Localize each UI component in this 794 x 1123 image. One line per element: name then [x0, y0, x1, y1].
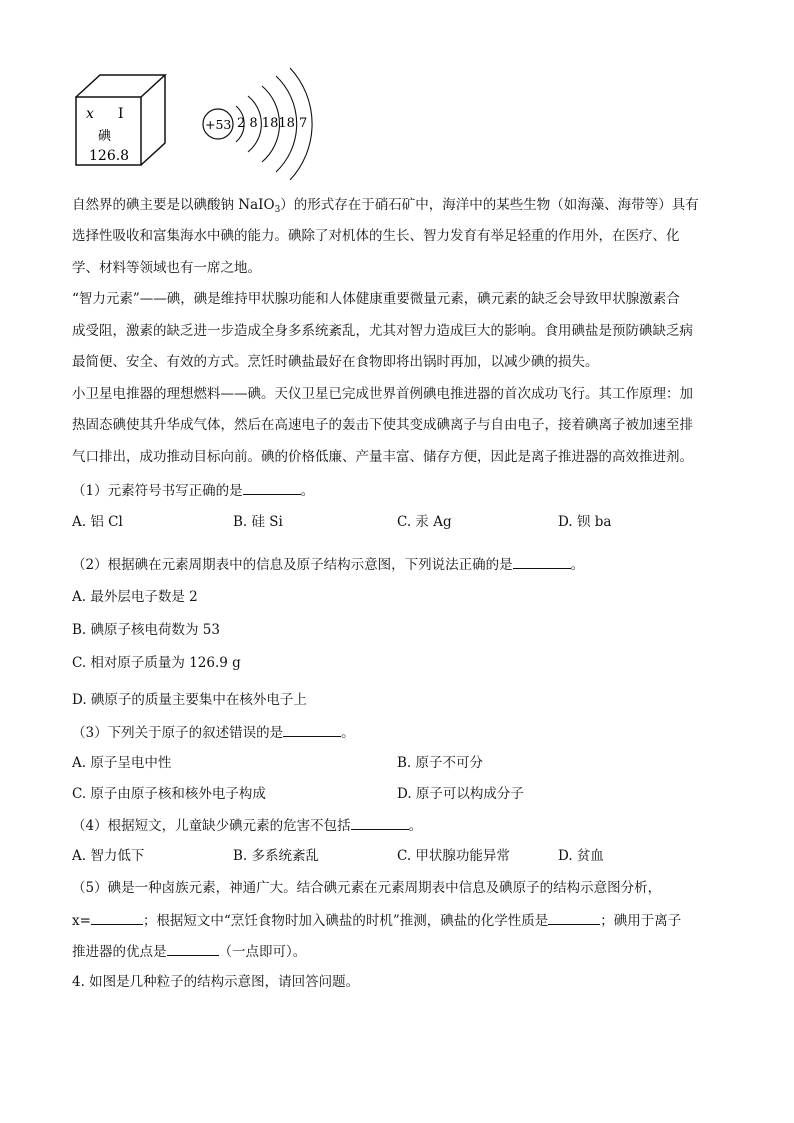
q3-option-b[interactable]: B. 原子不可分: [397, 755, 484, 771]
passage-p3-line1: 小卫星电推器的理想燃料——碘。天仪卫星已完成世界首例碘电推进器的首次成功飞行。其工作原理：加: [72, 386, 693, 402]
passage-p3-line3: 气口排出，成功推动目标向前。碘的价格低廉、产量丰富、储存方便，因此是离子推进器的高效推进剂。: [72, 449, 693, 465]
q1-option-b[interactable]: B. 硅 Si: [233, 514, 283, 530]
q3-stem: （3）下列关于原子的叙述错误的是 。: [72, 722, 355, 743]
q4-answer-blank[interactable]: [351, 815, 409, 830]
passage-p3-line2: 热固态碘使其升华成气体，然后在高速电子的轰击下使其变成碘离子与自由电子，接着碘离子被加速至排: [72, 417, 693, 433]
q5-property-blank[interactable]: [548, 910, 600, 925]
q1-stem: （1）元素符号书写正确的是 。: [72, 480, 314, 501]
q2-answer-blank[interactable]: [513, 554, 571, 569]
q4-option-b[interactable]: B. 多系统紊乱: [233, 848, 320, 864]
q3-answer-blank[interactable]: [283, 722, 341, 737]
passage-p2-line1: “智力元素”——碘，碘是维持甲状腺功能和人体健康重要微量元素，碘元素的缺乏会导致甲状腺激素合: [72, 291, 680, 307]
passage-p1-line1: 自然界的碘主要是以碘酸钠 NaIO$_3$）的形式存在于硝石矿中，海洋中的某些生物（如海藻、海带等）具有: [72, 197, 699, 215]
atom-diagram: [203, 68, 312, 180]
q4-option-a[interactable]: A. 智力低下: [72, 848, 145, 864]
q5-x-blank[interactable]: [91, 910, 143, 925]
iodine-figure: [0, 0, 794, 180]
nucleus-charge: +53: [205, 117, 232, 132]
q2-option-a[interactable]: A. 最外层电子数是 2: [72, 589, 198, 605]
element-name: 碘: [98, 129, 112, 144]
passage-p1-line2: 选择性吸收和富集海水中碘的能力。碘除了对机体的生长、智力发育有举足轻重的作用外，在医疗、化: [72, 228, 680, 244]
q1-option-a[interactable]: A. 铝 Cl: [72, 514, 123, 530]
passage-p1-line3: 学、材料等领域也有一席之地。: [72, 260, 261, 276]
q3-option-a[interactable]: A. 原子呈电中性: [72, 755, 172, 771]
element-mass: 126.8: [89, 148, 130, 164]
q3-option-c[interactable]: C. 原子由原子核和核外电子构成: [72, 786, 266, 802]
element-symbol: I: [118, 106, 124, 122]
element-x-var: x: [86, 106, 94, 122]
next-question-stem: 4. 如图是几种粒子的结构示意图，请回答问题。: [72, 974, 360, 990]
q4-option-c[interactable]: C. 甲状腺功能异常: [397, 848, 510, 864]
q4-option-d[interactable]: D. 贫血: [558, 848, 604, 864]
passage-p2-line3: 最简便、安全、有效的方式。烹饪时碘盐最好在食物即将出锅时再加，以减少碘的损失。: [72, 354, 599, 370]
q5-line2: x= ；根据短文中“烹饪食物时加入碘盐的时机”推测，碘盐的化学性质是 ；碘用于离子: [72, 910, 681, 931]
q5-advantage-blank[interactable]: [167, 941, 219, 956]
q3-option-d[interactable]: D. 原子可以构成分子: [397, 786, 524, 802]
q5-line1: （5）碘是一种卤族元素，神通广大。结合碘元素在元素周期表中信息及碘原子的结构示意图分析，: [72, 880, 662, 896]
q1-answer-blank[interactable]: [243, 480, 301, 495]
shell-electrons: 2 8 1818 7: [237, 116, 308, 131]
q2-option-b[interactable]: B. 碘原子核电荷数为 53: [72, 622, 220, 638]
q4-stem: （4）根据短文，儿童缺少碘元素的危害不包括 。: [72, 815, 422, 836]
q2-option-d[interactable]: D. 碘原子的质量主要集中在核外电子上: [72, 692, 307, 708]
q2-stem: （2）根据碘在元素周期表中的信息及原子结构示意图，下列说法正确的是 。: [72, 554, 584, 575]
q1-option-d[interactable]: D. 钡 ba: [558, 514, 612, 530]
q1-option-c[interactable]: C. 汞 Ag: [397, 514, 452, 530]
passage-p2-line2: 成受阻，激素的缺乏进一步造成全身多系统紊乱，尤其对智力造成巨大的影响。食用碘盐是预防碘缺乏病: [72, 323, 693, 339]
q5-line3: 推进器的优点是 （一点即可）。: [72, 941, 306, 962]
q2-option-c[interactable]: C. 相对原子质量为 126.9 g: [72, 655, 241, 671]
